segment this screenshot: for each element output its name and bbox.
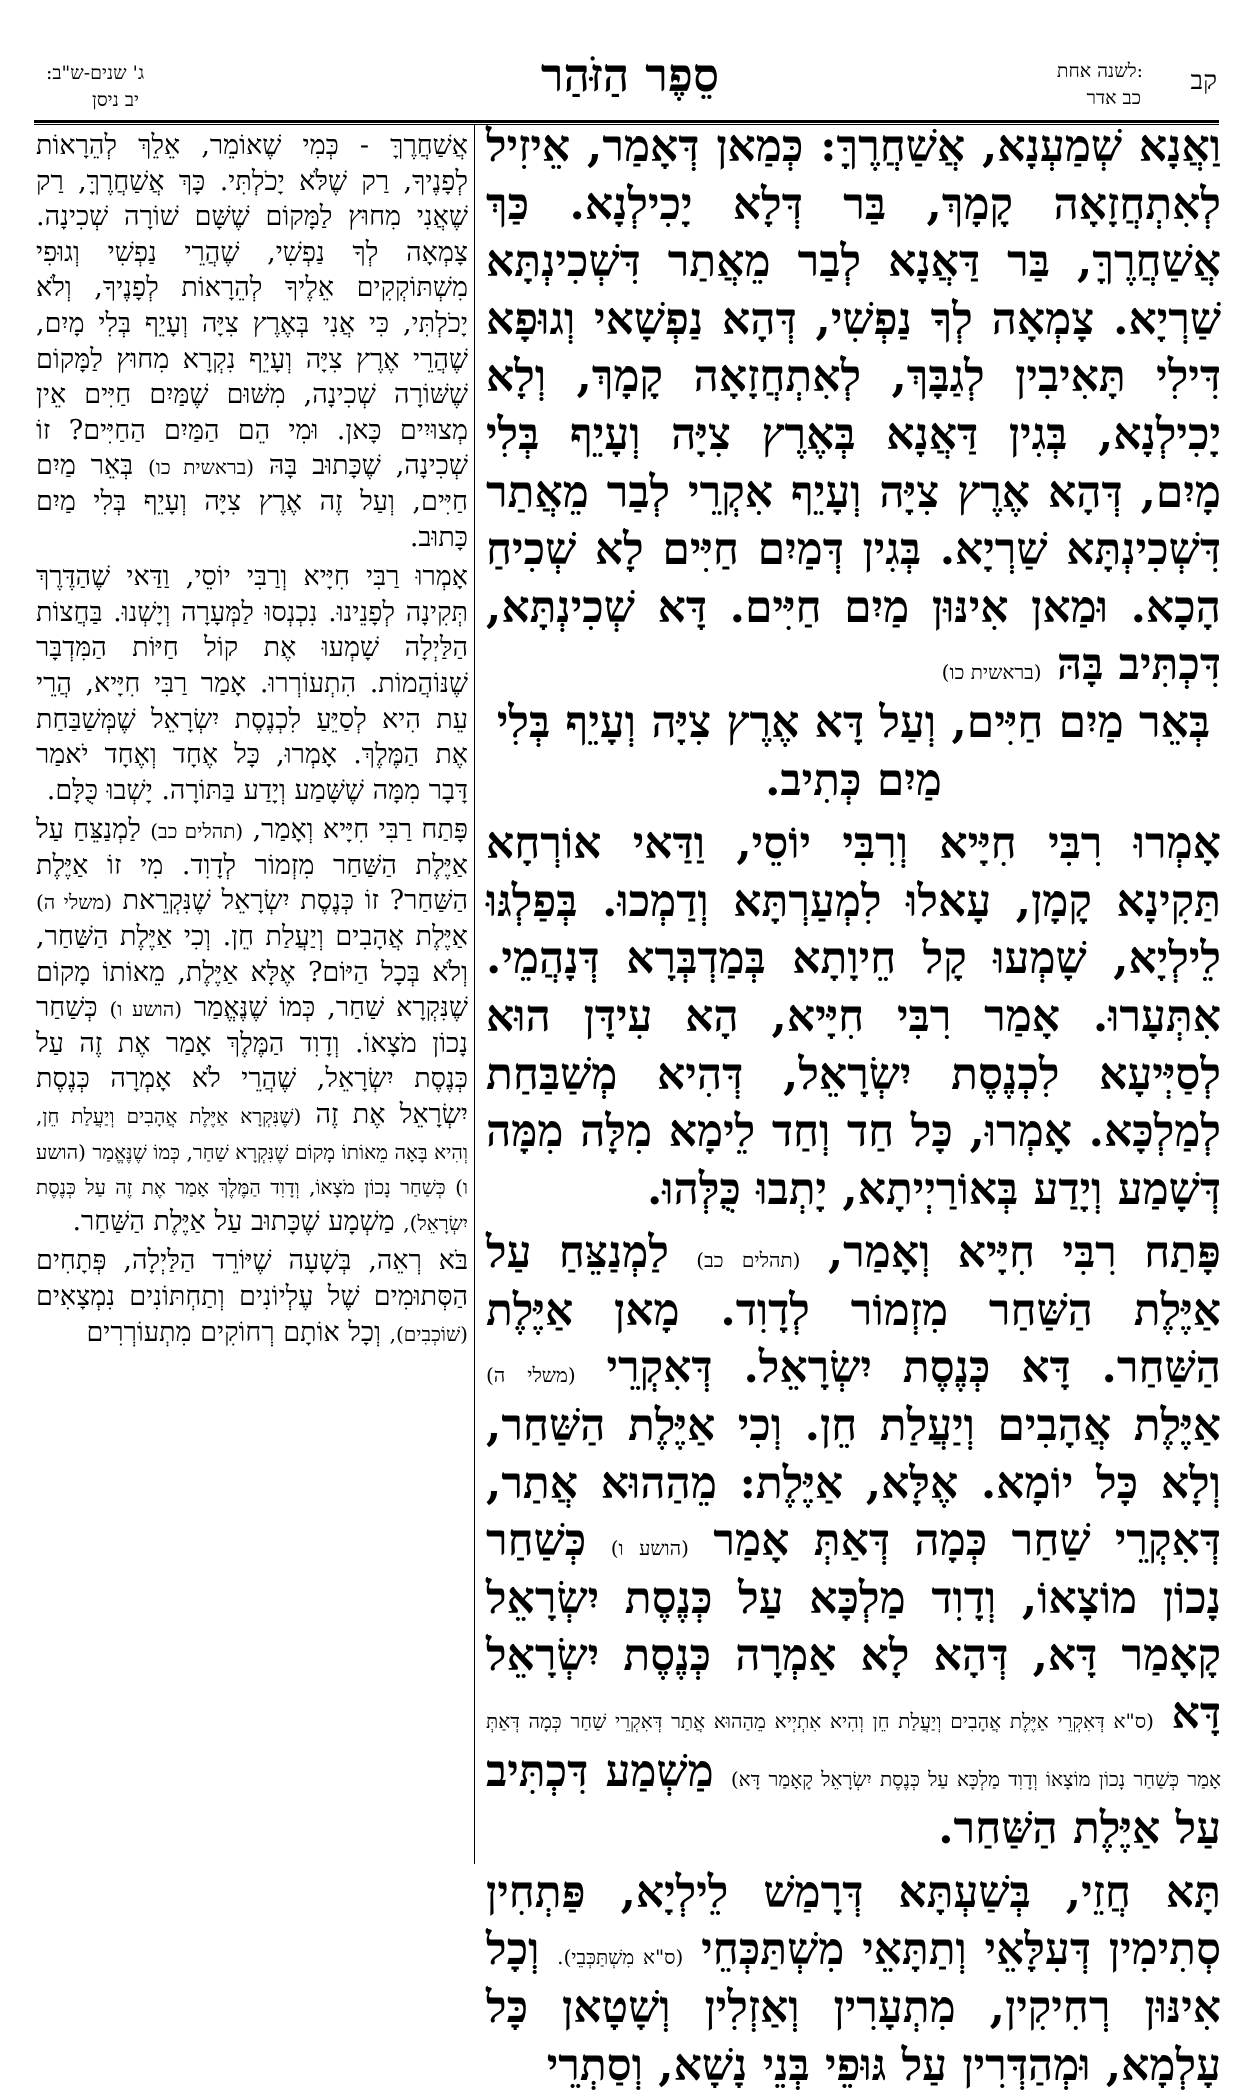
main-p4-variant: (ס"א מִשְׁתַּכְּבֵי). [557, 1945, 684, 1970]
main-p3-reference-2: (משלי ה) [486, 1363, 576, 1388]
side-p4b-text: וְכָל אוֹתָם רְחוֹקִים מִתְעוֹרְרִים [86, 1316, 382, 1348]
side-p1b-text: בְּאֵר מַיִם חַיִּים, וְעַל זֶה אֶרֶץ צִיָּה וְעָיֵף בְּלִי מַיִם כָּתוּב. [36, 450, 468, 553]
main-p3e-text: מַשְׁמַע דִּכְתִּיב עַל אַיֶּלֶת הַשַּׁחַר. [486, 1745, 1221, 1855]
main-p4b-text: וְכָל אִינּוּן רְחִיקִין, מִתְעָרִין וְאַזְלִין וְשָׁטָאן כָּל עָלְמָא, וּמְהַדְּרִין עַל גּוּפֵי בְּנֵי נָשָׁא, וְסַתְרֵי [486, 1924, 1221, 2091]
side-paragraph-1 [36, 128, 468, 555]
main-p1b-text: בְּאֵר מַיִם חַיִּים, וְעַל דָּא אֶרֶץ צִיָּה וְעָיֵף בְּלִי מַיִם כְּתִיב. [496, 696, 1211, 806]
side-p3-variant-note: (שֶׁנִּקְרָא אַיֶּלֶת אֲהָבִים וְיַעֲלַת חֵן, וְהִיא בָּאָה מֵאוֹתוֹ מָקוֹם שֶׁנִּקְרָא שַׁחַר, כְּמוֹ שֶׁנֶּאֱמַר (הושע ו) כְּשַׁחַר נָכוֹן מֹצָאוֹ, וְדָוִד הַמֶּלֶךְ אָמַר אֶת זֶה עַל כְּנֶסֶת יִשְׂרָאֵל), [36, 1104, 468, 1235]
column-divider [474, 124, 475, 1864]
hebrew-translation-column [36, 128, 468, 1350]
side-p1-text: אֲשַׁחֲרֶךָּ - כְּמִי שֶׁאוֹמֵר, אֵלֵךְ לְהֵרָאוֹת לְפָנֶיךָ, רַק שֶׁלֹּא יָכֹלְתִּי. כָּךְ אֲשַׁחֲרֶךָּ, רַק שֶׁאֲנִי מִחוּץ לַמָּקוֹם שֶׁשָּׁם שׁוֹרָה שְׁכִינָה. צָמְאָה לְךָ נַפְשִׁי, שֶׁהֲרֵי נַפְשִׁי וְגוּפִי מִשְׁתּוֹקְקִים אֵלֶיךָ לְהֵרָאוֹת לְפָנֶיךָ, וְלֹא יָכֹלְתִּי, כִּי אֲנִי בְּאֶרֶץ צִיָּה וְעָיֵף בְּלִי מָיִם, שֶׁהֲרֵי אֶרֶץ צִיָּה וְעָיֵף נִקְרָא מִחוּץ לַמָּקוֹם שֶׁשּׁוֹרָה שְׁכִינָה, מִשּׁוּם שֶׁמַּיִם חַיִּים אֵין מְצוּיִים כָּאן. וּמִי הֵם הַמַּיִם הַחַיִּים? זוֹ שְׁכִינָה, שֶׁכָּתוּב בָּהּ [36, 130, 468, 482]
side-p3e-text: מַשְׁמָע שֶׁכָּתוּב עַל אַיֶּלֶת הַשַּׁחַר. [72, 1205, 395, 1237]
book-title: סֵפֶר הַזֹּהַר [540, 48, 720, 102]
side-p3b-text: לַמְנַצֵּחַ עַל אַיֶּלֶת הַשַּׁחַר מִזְמוֹר לְדָוִד. מִי זוֹ אַיֶּלֶת הַשַּׁחַר? זוֹ כְּנֶסֶת יִשְׂרָאֵל שֶׁנִּקְרֵאת [36, 814, 468, 917]
main-p3c-text: אַיֶּלֶת אֲהָבִים וְיַעֲלַת חֵן. וְכִי אַיֶּלֶת הַשַּׁחַר, וְלָא כָּל יוֹמָא. אֶלָּא, אַיֶּלֶת: מֵהַהוּא אֲתַר, דְּאִקְרֵי שַׁחַר כְּמָה דְּאַתְּ אָמַר [486, 1400, 1221, 1567]
main-paragraph-4 [486, 1864, 1221, 2094]
main-p1-text: וַאֲנָא שְׁמַעְנָא, אֲשַׁחֲרֶךָּ: כְּמַאן דְּאָמַר, אֵיזִיל לְאִתְחֲזָאָה קָמָךְ, בַּר דְּלָא יָכִילְנָא. כַּךְ אֲשַׁחֲרֶךָּ, בַּר דַּאֲנָא לְבַר מֵאֲתַר דִּשְׁכִינְתָּא שַׁרְיָא. צָמְאָה לְךָ נַפְשִׁי, דְּהָא נַפְשָׁאי וְגוּפָא דִּילִי תָּאִיבִין לְגַבָּךְ, לְאִתְחֲזָאָה קָמָךְ, וְלָא יָכִילְנָא, בְּגִין דַּאֲנָא בְּאֶרֶץ צִיָּה וְעָיֵף בְּלִי מָיִם, דְּהָא אֶרֶץ צִיָּה וְעָיֵף אִקְרֵי לְבַר מֵאֲתַר דִּשְׁכִינְתָּא שַׁרְיָא. בְּגִין דְּמַיִם חַיִּים לָא שְׁכִיחַ הָכָא. וּמַאן אִינּוּן מַיִם חַיִּים. דָּא שְׁכִינְתָּא, דִּכְתִּיב בָּהּ [486, 121, 1221, 691]
main-p4a-text: תָּא חֲזֵי, בְּשַׁעְתָּא דְּרָמַשׁ לֵילְיָא, פַּתְחִין סְתִימִין דְּעִלָּאֵי וְתַתָּאֵי מִשְׁתַּכְּחֵי [486, 1866, 1221, 1976]
main-p3-variant-note: (ס"א דְּאִקְרֵי אַיֶּלֶת אֲהָבִים וְיַעֲלַת חֵן וְהִיא אִתְיְיא מֵהַהוּא אֲתַר דְּאִקְרֵי שַׁחַר כְּמָה דְּאַתְּ אָמַר כְּשַׁחַר נָכוֹן מוֹצָאוֹ וְדָוִד מַלְכָּא עַל כְּנֶסֶת יִשְׂרָאֵל קָאָמַר דָּא) [486, 1709, 1221, 1791]
page-number: קב [1190, 66, 1217, 96]
side-p4-variant: (שׁוֹכְבִים), [389, 1321, 468, 1346]
aramaic-column [486, 118, 1221, 2094]
side-paragraph-2: אָמְרוּ רַבִּי חִיָּיא וְרַבִּי יוֹסֵי, וַדַּאי שֶׁהַדֶּרֶךְ תְּקִינָה לְפָנֵינוּ. נִכְנְסוּ לַמְּעָרָה וְיָשְׁנוּ. בַּחֲצוֹת הַלַּיְלָה שָׁמְעוּ אֶת קוֹל חַיּוֹת הַמִּדְבָּר שֶׁנּוֹהֲמוֹת. הִתְעוֹרְרוּ. אָמַר רַבִּי חִיָּיא, הֲרֵי עֵת הִיא לְסַיֵּעַ לִכְנֶסֶת יִשְׂרָאֵל שֶׁמְּשַׁבַּחַת אֶת הַמֶּלֶךְ. אָמְרוּ, כָּל אֶחָד וְאֶחָד יֹאמַר דָּבָר מִמָּה שֶׁשָּׁמַע וְיָדַע בַּתּוֹרָה. יָשְׁבוּ כֻּלָּם. [36, 561, 468, 806]
schedule-three-years-date: יב ניסן [92, 89, 139, 111]
schedule-three-years-label: ג' שנים-ש"ב: [46, 62, 145, 84]
main-p1-reference: (בראשית כו) [941, 660, 1042, 685]
main-p3b-text: לַמְנַצֵּחַ עַל אַיֶּלֶת הַשַּׁחַר מִזְמוֹר לְדָוִד. מָאן אַיֶּלֶת הַשַּׁחַר. דָּא כְּנֶסֶת יִשְׂרָאֵל. דְּאִקְרֵי [486, 1227, 1221, 1394]
side-p4a-text: בֹּא רְאֵה, בְּשָׁעָה שֶׁיּוֹרֵד הַלַּיְלָה, פְּתָחִים הַסְּתוּמִים שֶׁל עֶלְיוֹנִים וְתַחְתּוֹנִים נִמְצָאִים [36, 1245, 468, 1312]
main-paragraph-2: אָמְרוּ רִבִּי חִיָּיא וְרִבִּי יוֹסֵי, וַדַּאי אוֹרְחָא תַּקִינָא קָמָן, עָאלוּ לִמְעַרְתָּא וְדַמְכוּ. בְּפַלְגּוּ לֵילְיָא, שָׁמְעוּ קָל חֵיוָתָא בְּמַדְבְּרָא דְּנָהֲמֵי. אִתְּעָרוּ. אָמַר רִבִּי חִיָּיא, הָא עִידָּן הוּא לְסַיְּיעָא לִכְנֶסֶת יִשְׂרָאֵל, דְּהִיא מְשַׁבַּחַת לְמַלְכָּא. אָמְרוּ, כָּל חַד וְחַד לֵימָא מִלָּה מִמָּה דְּשָׁמַע וְיָדַע בְּאוֹרַיְיתָא, יָתְבוּ כֻּלְּהוּ. [486, 818, 1222, 1215]
schedule-one-year-label: לשנה אחת: [1056, 60, 1143, 82]
main-paragraph-3 [486, 1224, 1221, 1858]
main-paragraph-1-end [486, 694, 1221, 809]
side-p3-reference-2: (משלי ה) [36, 890, 113, 915]
main-p3-reference-3: (הושע ו) [610, 1536, 689, 1561]
side-p1-reference: (בראשית כו) [147, 455, 255, 480]
side-p3-reference: (תהלים כב) [150, 819, 244, 844]
side-paragraph-4 [36, 1243, 468, 1350]
main-p3a-text: פָּתַח רִבִּי חִיָּיא וְאָמַר, [827, 1227, 1221, 1279]
side-p3c-text: אַיֶּלֶת אֲהָבִים וְיַעֲלַת חֵן. וְכִי אַיֶּלֶת הַשַּׁחַר, וְלֹא בְּכָל הַיּוֹם? אֶלָּא אַיֶּלֶת, מֵאוֹתוֹ מָקוֹם שֶׁנִּקְרָא שַׁחַר, כְּמוֹ שֶׁנֶּאֱמַר [36, 921, 468, 1024]
main-paragraph-1 [486, 118, 1221, 694]
side-p3a-text: פָּתַח רַבִּי חִיָּיא וְאָמַר, [252, 814, 468, 846]
side-p3-reference-3: (הושע ו) [109, 997, 183, 1022]
side-p3d-text: כְּשַׁחַר נָכוֹן מֹצָאוֹ. וְדָוִד הַמֶּלֶךְ אָמַר אֶת זֶה עַל כְּנֶסֶת יִשְׂרָאֵל, שֶׁהֲרֵי לֹא אָמְרָה כְּנֶסֶת יִשְׂרָאֵל אֶת זֶה [36, 992, 468, 1131]
side-paragraph-3 [36, 812, 468, 1239]
schedule-one-year-date: כב אדר [1086, 87, 1141, 109]
main-p3d-text: כְּשַׁחַר נָכוֹן מוֹצָאוֹ, וְדָוִד מַלְכָּא עַל כְּנֶסֶת יִשְׂרָאֵל קָאָמַר דָּא, דְּהָא לָא אַמְרָה כְּנֶסֶת יִשְׂרָאֵל דָּא [486, 1515, 1221, 1740]
main-p3-reference: (תהלים כב) [696, 1248, 801, 1273]
page-header [0, 0, 1253, 118]
